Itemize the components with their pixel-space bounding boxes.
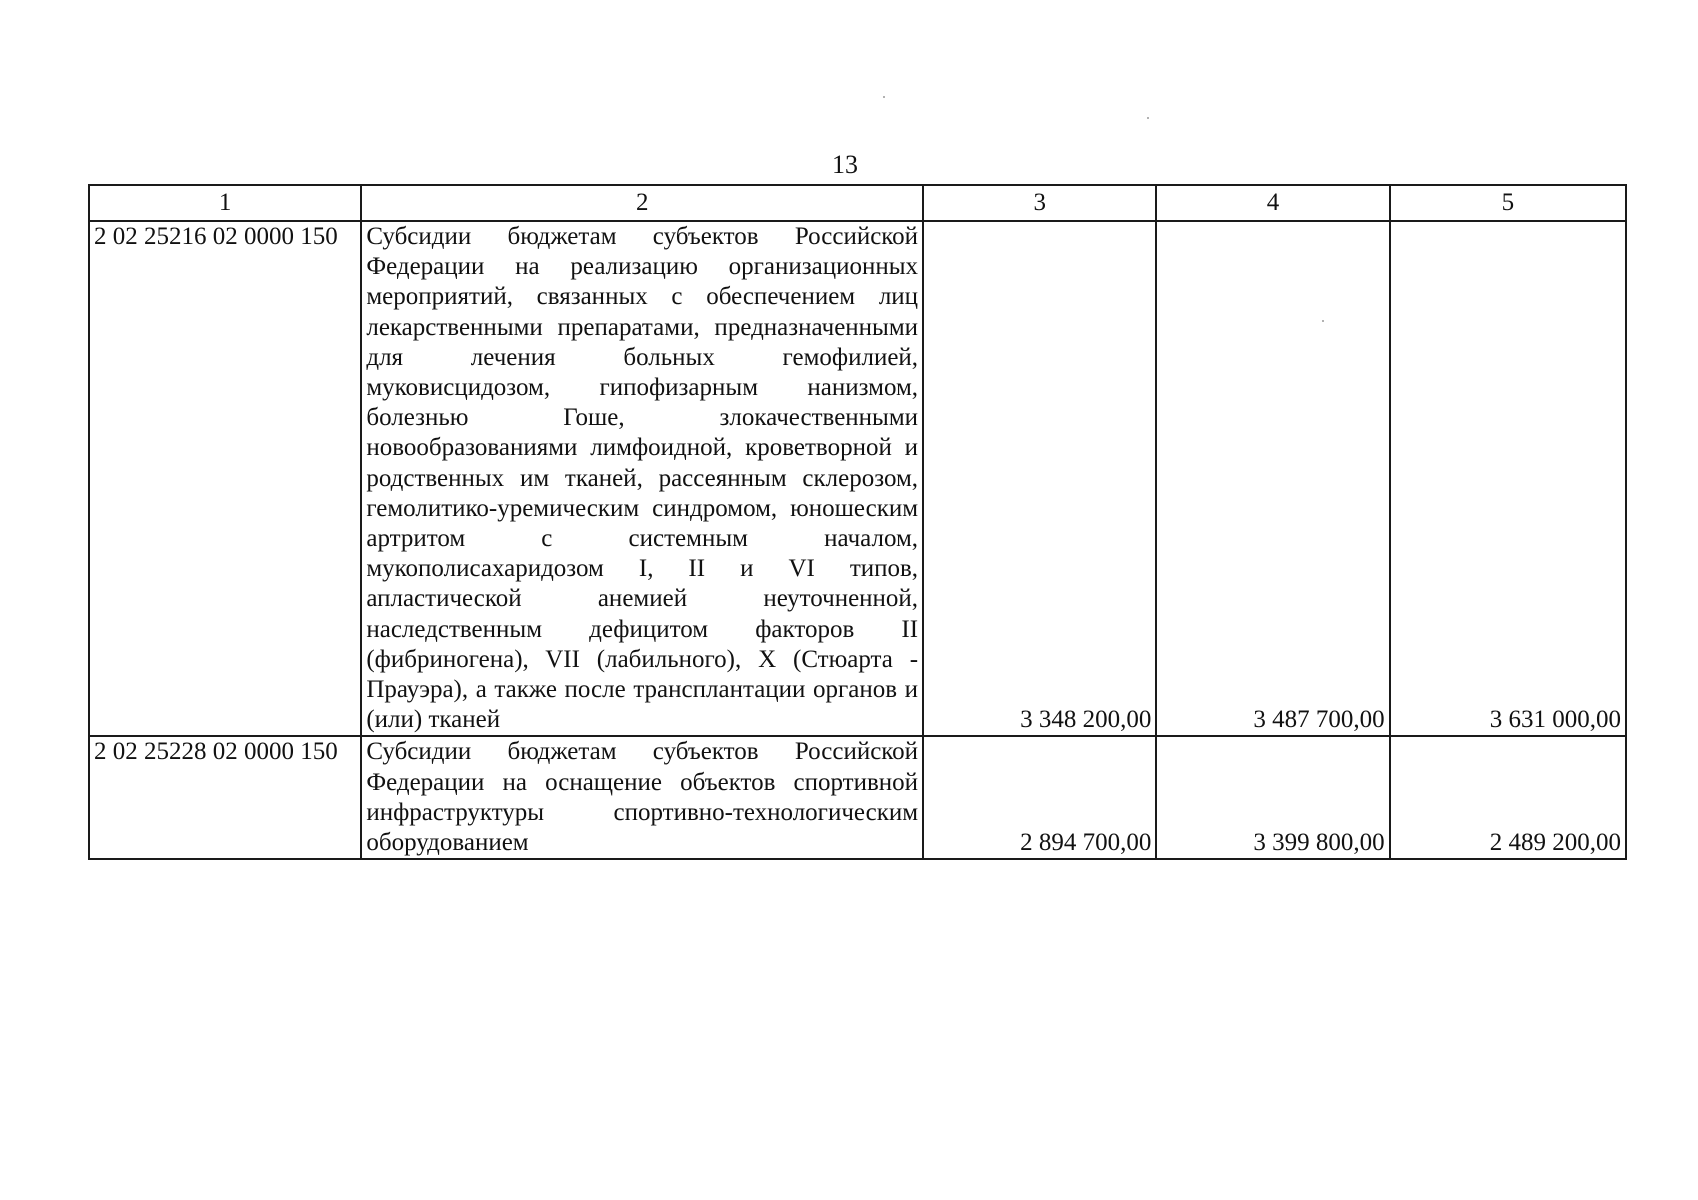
- column-header-2: 2: [361, 185, 923, 221]
- header-row: [89, 185, 1626, 221]
- scan-speck: [1322, 320, 1324, 322]
- table-row: [89, 736, 1626, 859]
- amount-col-3: 2 894 700,00: [923, 736, 1156, 859]
- page-number: [0, 150, 1698, 180]
- amount-col-4: 3 399 800,00: [1156, 736, 1389, 859]
- amount-col-5: 3 631 000,00: [1390, 221, 1626, 736]
- amount-col-3: 3 348 200,00: [923, 221, 1156, 736]
- page-number-text: 13: [832, 150, 858, 179]
- scan-speck: [883, 96, 885, 98]
- column-header-5: 5: [1390, 185, 1626, 221]
- column-header-3: 3: [923, 185, 1156, 221]
- column-header-4: 4: [1156, 185, 1389, 221]
- budget-table: [88, 184, 1627, 860]
- budget-code: 2 02 25216 02 0000 150: [89, 221, 361, 736]
- table-row: [89, 221, 1626, 736]
- amount-col-5: 2 489 200,00: [1390, 736, 1626, 859]
- column-header-1: 1: [89, 185, 361, 221]
- budget-code: 2 02 25228 02 0000 150: [89, 736, 361, 859]
- row-description: Субсидии бюджетам субъектов Российской Федерации на оснащение объектов спортивной инфраструктуры спортивно-технологическим оборудованием: [361, 736, 923, 859]
- scan-speck: [1147, 117, 1149, 119]
- amount-col-4: 3 487 700,00: [1156, 221, 1389, 736]
- row-description: Субсидии бюджетам субъектов Российской Федерации на реализацию организационных мероприятий, связанных с обеспечением лиц лекарственными препаратами, предназначенными для лечения больных гемофилией, муковисцидозом, гипофизарным нанизмом, болезнью Гоше, злокачественными новообразованиями лимфоидной, кроветворной и родственных им тканей, рассеянным склерозом, гемолитико-уремическим синдромом, юношеским артритом с системным началом, мукополисахаридозом I, II и VI типов, апластической анемией неуточненной, наследственным дефицитом факторов II (фибриногена), VII (лабильного), X (Стюарта - Прауэра), а также после трансплантации органов и (или) тканей: [361, 221, 923, 736]
